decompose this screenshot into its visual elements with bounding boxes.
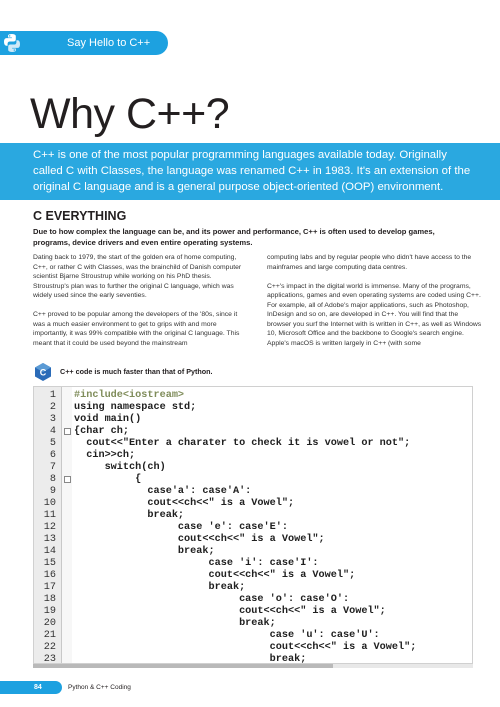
line-number: 16 <box>43 570 56 581</box>
code-text: cout<<"Enter a charater to check it is vowel or not"; <box>74 438 411 449</box>
code-text: cin>>ch; <box>74 450 136 461</box>
code-text: case'a': case'A': <box>74 486 252 497</box>
section-title: Say Hello to C++ <box>67 37 151 49</box>
code-line <box>34 402 473 414</box>
line-number: 5 <box>49 438 56 449</box>
code-text: break; <box>74 510 185 521</box>
code-line <box>34 390 473 402</box>
line-number: 21 <box>43 630 56 641</box>
code-text: case 'i': case'I': <box>74 558 319 569</box>
scrollbar-thumb <box>33 664 333 668</box>
code-text: break; <box>74 582 246 593</box>
code-text: break; <box>74 654 307 664</box>
code-line <box>34 642 473 654</box>
line-number: 7 <box>49 462 56 473</box>
line-number: 2 <box>49 402 56 413</box>
code-text: break; <box>74 546 215 557</box>
line-number: 9 <box>49 486 56 497</box>
code-line <box>34 462 473 474</box>
publication-name: Python & C++ Coding <box>68 684 131 691</box>
code-line <box>34 594 473 606</box>
line-number: 1 <box>49 390 56 401</box>
body-column-left <box>33 253 248 358</box>
fold-toggle-icon[interactable] <box>64 428 71 435</box>
code-text: case 'e': case'E': <box>74 522 288 533</box>
body-paragraph: C++ proved to be popular among the developers of the '80s, since it was a much easier environment to get to grips with and more importantly, it was 99% compatible with the original C language. This meant that it could be used beyond the mainstream <box>33 311 240 347</box>
code-text: {char ch; <box>74 426 130 437</box>
code-text: cout<<ch<<" is a Vowel"; <box>74 606 386 617</box>
line-number: 10 <box>43 498 56 509</box>
code-line <box>34 558 473 570</box>
section-heading: C EVERYTHING <box>33 209 127 223</box>
fold-toggle-icon[interactable] <box>64 476 71 483</box>
code-line <box>34 534 473 546</box>
intro-text: C++ is one of the most popular programming languages available today. Originally called C with Classes, the language was renamed C++ in 1983. It's an extension of the original C language and is a general purpose object-oriented (OOP) environment. <box>33 149 471 193</box>
line-number: 19 <box>43 606 56 617</box>
code-line <box>34 450 473 462</box>
line-number: 20 <box>43 618 56 629</box>
code-line <box>34 474 473 486</box>
line-number: 12 <box>43 522 56 533</box>
code-line <box>34 486 473 498</box>
line-number: 17 <box>43 582 56 593</box>
lead-paragraph: Due to how complex the language can be, and its power and performance, C++ is often used to develop games, programs, device drivers and even entire operating systems. <box>33 227 435 247</box>
svg-text:C: C <box>39 367 47 378</box>
body-column-right <box>267 253 482 358</box>
body-paragraph: Dating back to 1979, the start of the golden era of home computing, C++, or rather C with Classes, was the brainchild of Danish computer scientist Bjarne Stroustrup while working on his PhD thesis. Stroustrup's plan was to further the original C language, which was widely used since the early seventies. <box>33 254 242 299</box>
code-listing <box>33 386 473 664</box>
code-text: case 'u': case'U': <box>74 630 380 641</box>
python-logo-icon <box>0 31 24 55</box>
code-text: cout<<ch<<" is a Vowel"; <box>74 570 356 581</box>
page-number-tab <box>0 681 62 694</box>
code-text: case 'o': case'O': <box>74 594 350 605</box>
line-number: 23 <box>43 654 56 664</box>
cpp-logo-icon <box>33 362 53 382</box>
code-line <box>34 510 473 522</box>
code-line <box>34 414 473 426</box>
line-number: 14 <box>43 546 56 557</box>
code-line <box>34 498 473 510</box>
code-line <box>34 546 473 558</box>
code-text: cout<<ch<<" is a Vowel"; <box>74 498 295 509</box>
code-text: break; <box>74 618 276 629</box>
code-text: #include<iostream> <box>74 390 185 401</box>
line-number: 22 <box>43 642 56 653</box>
code-line <box>34 654 473 664</box>
code-text: cout<<ch<<" is a Vowel"; <box>74 642 417 653</box>
code-horizontal-scrollbar <box>33 664 473 668</box>
line-number: 4 <box>49 426 56 437</box>
code-line <box>34 426 473 438</box>
code-line <box>34 618 473 630</box>
code-text: using namespace std; <box>74 402 197 413</box>
line-number: 8 <box>49 474 56 485</box>
code-line <box>34 630 473 642</box>
code-line <box>34 522 473 534</box>
line-number: 3 <box>49 414 56 425</box>
line-number: 13 <box>43 534 56 545</box>
body-paragraph: C++'s impact in the digital world is immense. Many of the programs, applications, games and even operating systems are coded using C++. For example, all of Adobe's major applications, such as Photoshop, InDesign and so on, are developed in C++. You will find that the browser you surf the Internet with is written in C++, as well as Windows 10, Microsoft Office and the backbone to Google's search engine. Apple's macOS is written largely in C++ (with some <box>267 282 482 347</box>
line-number: 6 <box>49 450 56 461</box>
code-line <box>34 438 473 450</box>
code-text: cout<<ch<<" is a Vowel"; <box>74 534 325 545</box>
code-line <box>34 606 473 618</box>
code-text: { <box>74 474 142 485</box>
page-title: Why C++? <box>30 90 230 138</box>
code-line <box>34 582 473 594</box>
page-number: 84 <box>34 684 42 691</box>
code-text: void main() <box>74 414 142 425</box>
code-line <box>34 570 473 582</box>
line-number: 18 <box>43 594 56 605</box>
line-number: 15 <box>43 558 56 569</box>
body-paragraph: computing labs and by regular people who didn't have access to the mainframes and large computing data centres. <box>267 254 472 271</box>
image-caption: C++ code is much faster than that of Python. <box>60 367 213 376</box>
code-text: switch(ch) <box>74 462 166 473</box>
line-number: 11 <box>43 510 56 521</box>
